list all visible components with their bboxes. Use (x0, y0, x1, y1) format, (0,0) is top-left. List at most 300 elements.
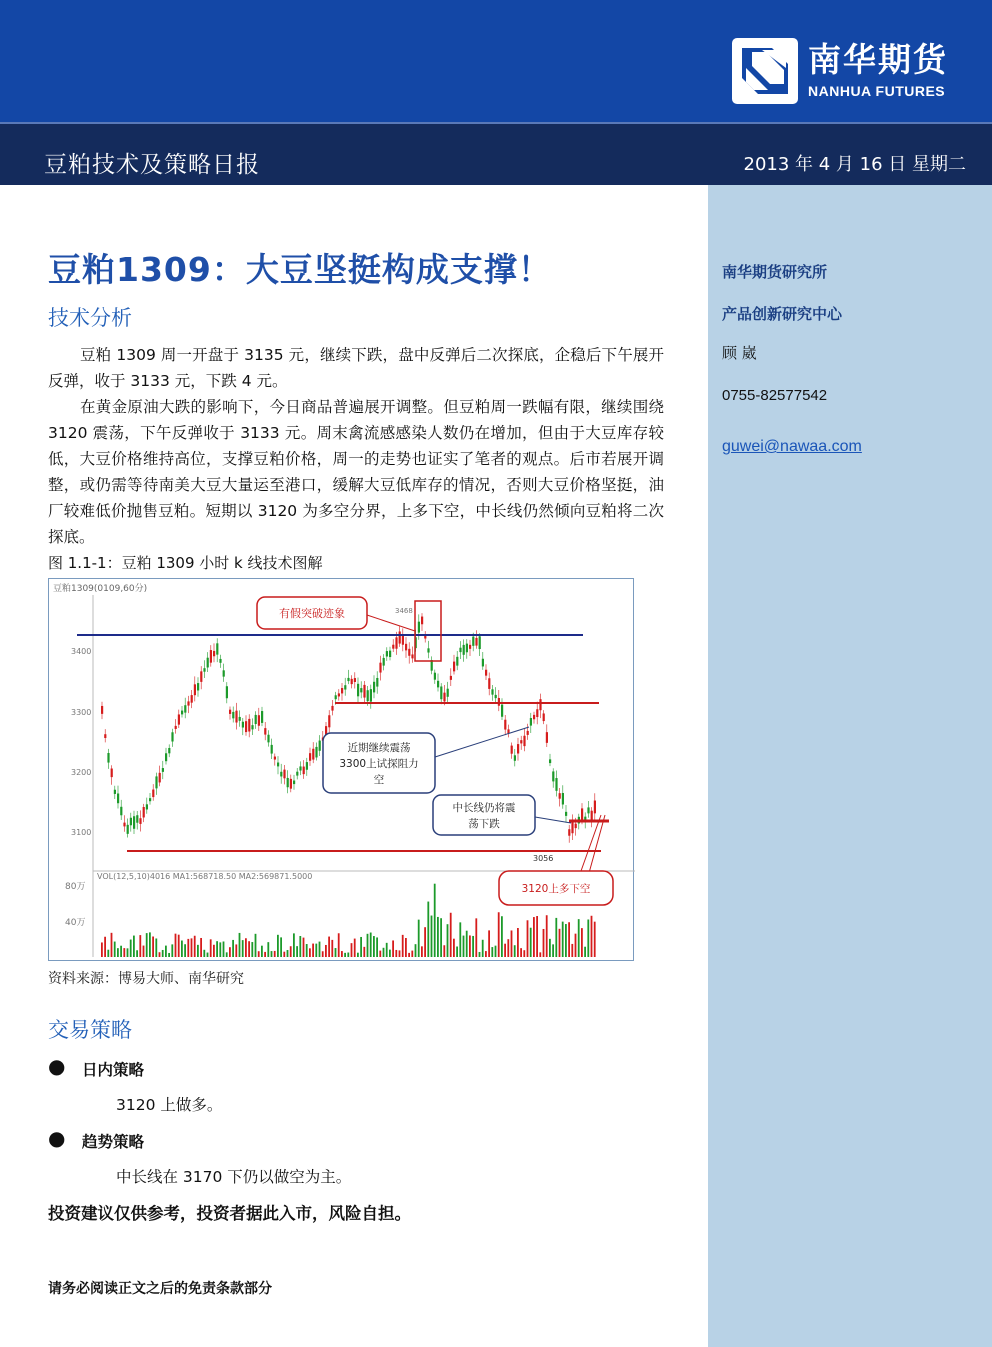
volume-bar (351, 943, 353, 957)
volume-bar (482, 940, 484, 957)
candle-body (277, 763, 279, 767)
candle-body (335, 695, 337, 699)
report-title: 豆粕技术及策略日报 (44, 152, 260, 178)
candle-body (344, 685, 346, 689)
candle-body (242, 722, 244, 728)
volume-bar (360, 937, 362, 957)
candle-body (306, 762, 308, 770)
volume-bar (175, 934, 177, 957)
volume-bar (229, 947, 231, 957)
volume-bar (146, 933, 148, 957)
report-header-bar (0, 122, 992, 185)
candle-body (261, 711, 263, 723)
candle-body (290, 779, 292, 789)
section-title-strategy: 交易策略 (48, 1018, 132, 1042)
y-tick-3200: 3200 (71, 768, 92, 777)
volume-bar (555, 918, 557, 957)
volume-bar (581, 928, 583, 957)
candle-body (331, 706, 333, 711)
candle-body (264, 728, 266, 734)
volume-bar (533, 917, 535, 957)
candle-body (367, 690, 369, 701)
volume-bar (139, 935, 141, 957)
candle-body (159, 773, 161, 783)
volume-bar (319, 942, 321, 957)
candle-body (229, 710, 231, 714)
candle-body (101, 706, 103, 714)
volume-bar (370, 933, 372, 957)
candle-body (175, 726, 177, 729)
volume-bar (578, 919, 580, 957)
analyst-email-link[interactable]: guwei@nawaa.com (722, 438, 862, 455)
volume-bar (293, 933, 295, 957)
volume-bar (101, 942, 103, 957)
volume-bar (255, 934, 257, 957)
candle-body (239, 717, 241, 721)
volume-bar (536, 916, 538, 957)
volume-bar (575, 934, 577, 957)
candle-body (181, 711, 183, 715)
candle-body (517, 744, 519, 753)
candle-body (523, 736, 525, 746)
volume-bar (357, 953, 359, 957)
candle-body (520, 740, 522, 743)
volume-bar (283, 952, 285, 957)
volume-bar (383, 948, 385, 957)
candle-body (459, 648, 461, 652)
volume-bar (162, 950, 164, 957)
volume-bar (159, 952, 161, 957)
candle-body (312, 749, 314, 760)
volume-bar (431, 916, 433, 957)
y-tick-3300: 3300 (71, 708, 92, 717)
candle-body (114, 790, 116, 794)
candle-body (383, 658, 385, 666)
candle-body (139, 818, 141, 824)
volume-bar (395, 950, 397, 957)
vol-tick-80: 80万 (65, 882, 86, 892)
candle-body (530, 718, 532, 726)
volume-bar (107, 950, 109, 957)
volume-bar (133, 936, 135, 957)
volume-bar (488, 930, 490, 957)
volume-bar (389, 950, 391, 957)
volume-bar (178, 935, 180, 957)
volume-bar (354, 939, 356, 957)
volume-bar (213, 945, 215, 957)
volume-bar (120, 946, 122, 957)
volume-bar (415, 944, 417, 957)
candle-body (370, 689, 372, 701)
candle-body (200, 671, 202, 682)
volume-bar (591, 916, 593, 957)
candle-body (178, 714, 180, 724)
volume-bar (498, 912, 500, 957)
volume-bar (539, 952, 541, 957)
volume-bar (511, 930, 513, 957)
article-title: 豆粕1309：大豆坚挺构成支撑！ (48, 250, 552, 289)
volume-bar (271, 951, 273, 957)
candle-body (303, 767, 305, 775)
candle-body (456, 657, 458, 666)
candle-body (293, 781, 295, 785)
volume-bar (456, 947, 458, 957)
volume-bar (104, 937, 106, 957)
candle-body (533, 715, 535, 719)
candle-body (373, 682, 375, 693)
candle-body (152, 790, 154, 798)
candle-body (203, 668, 205, 672)
candle-body (392, 645, 394, 649)
candle-body (543, 713, 545, 721)
trend-strategy-text: 中长线在 3170 下仍以做空为主。 (116, 1168, 352, 1186)
volume-bar (386, 943, 388, 957)
candle-body (197, 683, 199, 690)
volume-bar (559, 929, 561, 957)
volume-bar (418, 920, 420, 957)
candle-body (495, 695, 497, 698)
candle-body (568, 829, 570, 836)
volume-bar (485, 951, 487, 957)
candle-body (133, 816, 135, 829)
volume-bar (491, 947, 493, 957)
candle-body (498, 698, 500, 706)
volume-bar (543, 929, 545, 957)
candle-body (207, 658, 209, 668)
risk-disclaimer: 投资建议仅供参考，投资者据此入市，风险自担。 (48, 1204, 411, 1223)
author-sidebar (708, 185, 992, 1347)
candle-body (427, 648, 429, 652)
candle-body (274, 757, 276, 760)
volume-bar (194, 936, 196, 957)
candle-body (488, 678, 490, 689)
candle-body (210, 650, 212, 663)
bullet-icon: ● (48, 1126, 66, 1150)
volume-bar (466, 931, 468, 957)
candle-body (437, 681, 439, 688)
candle-body (271, 745, 273, 754)
candle-body (299, 766, 301, 770)
candle-body (309, 753, 311, 761)
candle-body (463, 645, 465, 655)
candle-body (165, 753, 167, 761)
volume-bar (411, 951, 413, 957)
volume-bar (223, 941, 225, 957)
volume-bar (191, 938, 193, 957)
volume-bar (155, 938, 157, 957)
volume-bar (290, 946, 292, 957)
candle-body (581, 808, 583, 820)
candle-body (466, 644, 468, 653)
candle-body (213, 651, 215, 656)
volume-bar (248, 941, 250, 957)
vol-indicator-text: VOL(12,5,10)4016 MA1:568718.50 MA2:569871.5000 (97, 872, 313, 881)
candle-body (187, 701, 189, 705)
volume-bar (207, 953, 209, 957)
candle-body (482, 659, 484, 667)
volume-bar (261, 946, 263, 957)
candle-body (149, 798, 151, 801)
volume-bar (226, 952, 228, 957)
paragraph-1: 豆粕 1309 周一开盘于 3135 元，继续下跌，盘中反弹后二次探底，企稳后下午展开反弹，收于 3133 元，下跌 4 元。 (48, 346, 664, 390)
volume-bar (251, 942, 253, 957)
volume-bar (123, 948, 125, 957)
volume-bar (440, 918, 442, 957)
volume-bar (376, 937, 378, 957)
footer-note: 请务必阅读正文之后的免责条款部分 (48, 1281, 272, 1297)
candle-body (191, 695, 193, 703)
candle-body (469, 645, 471, 649)
volume-bar (296, 946, 298, 957)
candle-body (296, 772, 298, 776)
volume-bar (216, 941, 218, 957)
volume-bar (277, 935, 279, 957)
volume-bar (130, 940, 132, 957)
volume-bar (203, 950, 205, 957)
candle-body (341, 688, 343, 693)
logo-mark-icon (732, 38, 798, 104)
candle-body (501, 705, 503, 717)
volume-bar (187, 939, 189, 957)
volume-bar (219, 942, 221, 957)
volume-bar (450, 913, 452, 957)
candle-body (123, 823, 125, 827)
kline-chart-svg (49, 579, 635, 962)
candle-body (143, 807, 145, 817)
volume-bar (459, 922, 461, 957)
candle-body (411, 654, 413, 658)
candle-body (389, 651, 391, 657)
candle-body (283, 770, 285, 779)
volume-bar (421, 946, 423, 957)
volume-bar (315, 944, 317, 957)
paragraph-2: 在黄金原油大跌的影响下，今日商品普遍展开调整。但豆粕周一跌幅有限，继续围绕 3120 震荡，下午反弹收于 3133 元。周末禽流感感染人数仍在增加，但由于大豆库存较低，大豆价格维持高位，支撑豆粕价格，周一的走势也证实了笔者的观点。后市若展开调整，或仍需等待南美大豆大量运至港口，缓解大豆低库存的情况，否则大豆价格坚挺，油厂较难低价抛售豆粕。短期以 3120 为多空分界，上多下空，中长线仍然倾向豆粕将二次探底。 (48, 398, 664, 546)
volume-bar (341, 951, 343, 957)
brand-name-cn: 南华期货 (808, 40, 948, 79)
volume-bar (171, 944, 173, 957)
callout-pivot-text: 3120上多下空 (521, 883, 591, 895)
volume-bar (331, 940, 333, 957)
volume-bar (520, 948, 522, 957)
volume-bar (149, 932, 151, 957)
report-date: 2013 年 4 月 16 日 星期二 (743, 154, 966, 175)
candle-body (232, 712, 234, 718)
volume-bar (447, 924, 449, 957)
candle-body (405, 644, 407, 651)
volume-bar (232, 940, 234, 957)
volume-bar (453, 939, 455, 957)
candle-body (511, 746, 513, 754)
volume-bar (267, 942, 269, 957)
candle-body (245, 721, 247, 732)
volume-bar (507, 939, 509, 957)
volume-bar (549, 939, 551, 957)
volume-bar (264, 952, 266, 957)
volume-bar (530, 928, 532, 957)
candle-body (472, 637, 474, 646)
callout-oscillation-line3: 空 (373, 774, 385, 786)
candle-body (338, 693, 340, 696)
volume-bar (299, 936, 301, 957)
volume-bar (322, 951, 324, 957)
volume-bar (443, 945, 445, 957)
candle-body (219, 659, 221, 663)
volume-bar (165, 946, 167, 957)
candle-body (117, 794, 119, 804)
candle-body (248, 719, 250, 732)
volume-bar (280, 937, 282, 957)
sidebar-org: 南华期货研究所 (722, 263, 828, 281)
volume-bar (437, 917, 439, 957)
candle-body (171, 732, 173, 741)
volume-bar (427, 902, 429, 957)
volume-bar (258, 951, 260, 957)
volume-bar (312, 944, 314, 957)
volume-bar (472, 936, 474, 957)
candle-body (399, 631, 401, 643)
volume-bar (143, 946, 145, 957)
candle-body (357, 684, 359, 696)
candle-body (395, 637, 397, 648)
y-tick-3100: 3100 (71, 828, 92, 837)
candle-body (251, 725, 253, 729)
volume-bar (501, 916, 503, 957)
candle-body (319, 741, 321, 751)
candle-body (539, 699, 541, 710)
candle-body (376, 678, 378, 687)
volume-bar (111, 933, 113, 957)
volume-bar (210, 939, 212, 957)
candle-body (402, 635, 404, 644)
candle-body (440, 686, 442, 699)
volume-bar (463, 936, 465, 957)
callout-oscillation-line1: 近期继续震荡 (347, 742, 411, 754)
candle-body (194, 684, 196, 695)
candle-body (421, 617, 423, 625)
candle-body (587, 807, 589, 813)
candle-body (226, 686, 228, 698)
candle-body (258, 715, 260, 726)
volume-bar (309, 948, 311, 957)
y-tick-3400: 3400 (71, 647, 92, 656)
candle-body (479, 636, 481, 649)
volume-bar (527, 920, 529, 957)
volume-bar (181, 941, 183, 957)
candle-body (347, 678, 349, 681)
volume-bar (306, 944, 308, 957)
candle-body (168, 748, 170, 753)
volume-bar (117, 948, 119, 957)
candle-body (536, 709, 538, 717)
brand-name-en: NANHUA FUTURES (808, 83, 946, 99)
volume-bar (469, 935, 471, 957)
candle-body (552, 771, 554, 781)
brand-logo (732, 38, 948, 104)
volume-bar (504, 944, 506, 957)
volume-bar (399, 950, 401, 957)
volume-bar (274, 951, 276, 957)
volume-bar (402, 935, 404, 957)
candle-body (127, 825, 129, 834)
volume-bar (514, 945, 516, 957)
volume-bar (367, 934, 369, 957)
candle-body (267, 735, 269, 743)
callout-long-term-line1: 中长线仍将震 (452, 802, 516, 814)
volume-bar (565, 924, 567, 957)
volume-bar (242, 940, 244, 957)
candle-body (594, 801, 596, 814)
volume-bar (335, 948, 337, 957)
volume-bar (405, 938, 407, 957)
candle-body (216, 643, 218, 654)
candle-body (453, 662, 455, 672)
volume-bar (495, 946, 497, 957)
candle-body (223, 670, 225, 676)
candle-body (136, 815, 138, 823)
volume-bar (235, 944, 237, 957)
callout-long-term-line2: 荡下跌 (468, 818, 500, 830)
candle-body (571, 821, 573, 833)
candle-body (386, 651, 388, 656)
candle-body (328, 715, 330, 727)
trend-strategy-heading: 趋势策略 (82, 1133, 145, 1151)
candle-body (485, 670, 487, 676)
candle-body (491, 689, 493, 694)
volume-bar (424, 927, 426, 957)
analyst-name: 顾 崴 (722, 344, 757, 362)
volume-bar (197, 945, 199, 957)
candle-body (408, 649, 410, 656)
volume-bar (552, 944, 554, 957)
candle-body (280, 772, 282, 777)
candle-body (418, 622, 420, 633)
candle-body (104, 734, 106, 738)
candle-body (111, 769, 113, 778)
volume-bar (287, 950, 289, 957)
candle-body (443, 693, 445, 702)
intraday-strategy-heading: 日内策略 (82, 1061, 145, 1079)
volume-bar (584, 947, 586, 957)
volume-bar (562, 922, 564, 957)
candle-body (184, 705, 186, 712)
candle-body (546, 732, 548, 743)
volume-bar (363, 947, 365, 957)
candle-body (514, 755, 516, 760)
chart-header-text: 豆粕1309(0109,60分) (53, 584, 148, 594)
volume-bar (127, 948, 129, 957)
analyst-phone: 0755-82577542 (722, 387, 828, 404)
volume-bar (303, 938, 305, 957)
volume-bar (245, 938, 247, 957)
candle-body (315, 747, 317, 758)
volume-bar (200, 938, 202, 957)
candle-body (363, 685, 365, 698)
callout-oscillation-line2: 3300上试探阻力 (339, 758, 419, 770)
volume-bar (517, 928, 519, 957)
intraday-strategy-text: 3120 上做多。 (116, 1096, 223, 1114)
candle-body (255, 715, 257, 724)
volume-bar (338, 933, 340, 957)
volume-bar (479, 952, 481, 957)
volume-bar (184, 944, 186, 957)
volume-bar (523, 950, 525, 957)
low-label: 3056 (533, 854, 554, 863)
volume-bar (379, 951, 381, 957)
volume-bar (152, 937, 154, 957)
candle-body (107, 753, 109, 763)
candle-body (504, 720, 506, 730)
volume-bar (328, 937, 330, 957)
